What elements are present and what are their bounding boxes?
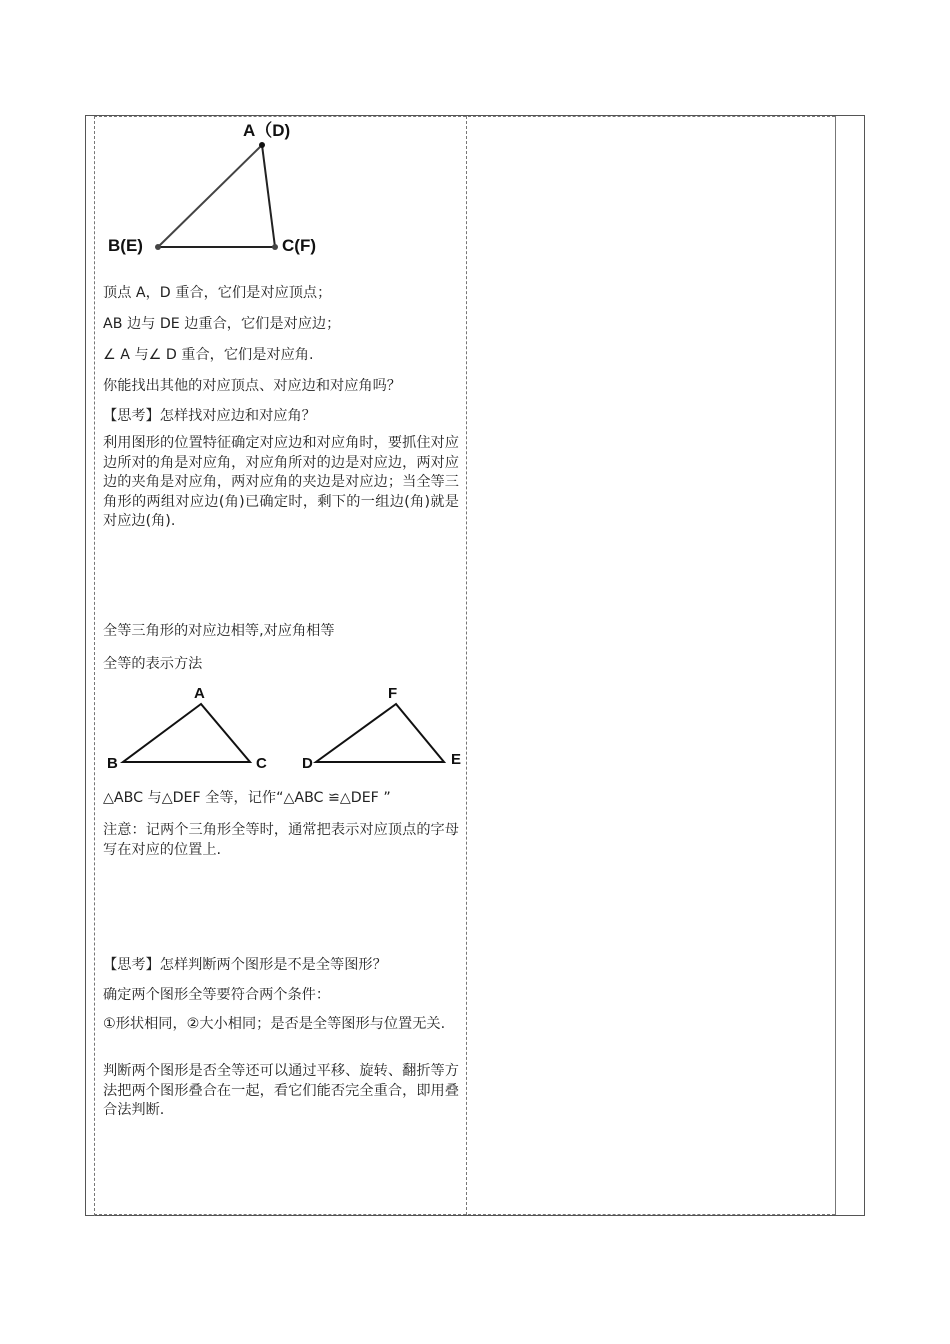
vertex-label-b: B [107,755,118,772]
text-notation: △ABC 与△DEF 全等，记作“△ABC ≌△DEF ” [103,790,391,806]
overlap-triangle-figure [100,118,340,258]
text-overlay-method: 判断两个图形是否全等还可以通过平移、旋转、翻折等方法把两个图形叠合在一起，看它们能否完全重合，即用叠合法判断. [103,1063,459,1118]
text-conditions: 确定两个图形全等要符合两个条件： [103,987,331,1003]
congruent-triangles-figure [100,680,470,780]
text-property: 全等三角形的对应边相等,对应角相等 [103,623,335,639]
vertex-label-a-d: A（D) [243,121,291,140]
right-column-divider [835,116,836,1215]
vertex-label-c-f: C(F) [282,236,316,255]
column-divider [466,116,467,1215]
text-notation-heading: 全等的表示方法 [103,656,203,672]
text-think-heading-1: 【思考】怎样找对应边和对应角？ [103,408,316,424]
vertex-label-d: D [302,755,313,772]
vertex-label-a: A [194,685,205,702]
text-corresponding-angles: ∠ A 与∠ D 重合，它们是对应角. [103,347,314,363]
text-explanation: 利用图形的位置特征确定对应边和对应角时，要抓住对应边所对的角是对应角，对应角所对的边是对应边，两对应边的夹角是对应角，两对应角的夹边是对应边；当全等三角形的两组对应边(角)已确定时，剩下的一组边(角)就是对应边(角). [103,435,459,529]
text-question: 你能找出其他的对应顶点、对应边和对应角吗？ [103,378,401,394]
vertex-label-e: E [451,751,462,768]
text-think-heading-2: 【思考】怎样判断两个图形是不是全等图形？ [103,957,387,973]
text-note: 注意：记两个三角形全等时，通常把表示对应顶点的字母写在对应的位置上. [103,822,459,858]
vertex-label-b-e: B(E) [108,236,143,255]
table-inner-bottom-border [94,1214,835,1215]
vertex-label-c: C [256,755,267,772]
table-inner-left-border [94,116,95,1216]
text-corresponding-vertices: 顶点 A，D 重合，它们是对应顶点； [103,285,332,301]
text-corresponding-sides: AB 边与 DE 边重合，它们是对应边； [103,316,341,332]
table-inner-top-border [94,116,835,117]
vertex-label-f: F [388,685,398,702]
text-conditions-detail: ①形状相同，②大小相同；是否是全等图形与位置无关. [103,1016,446,1032]
